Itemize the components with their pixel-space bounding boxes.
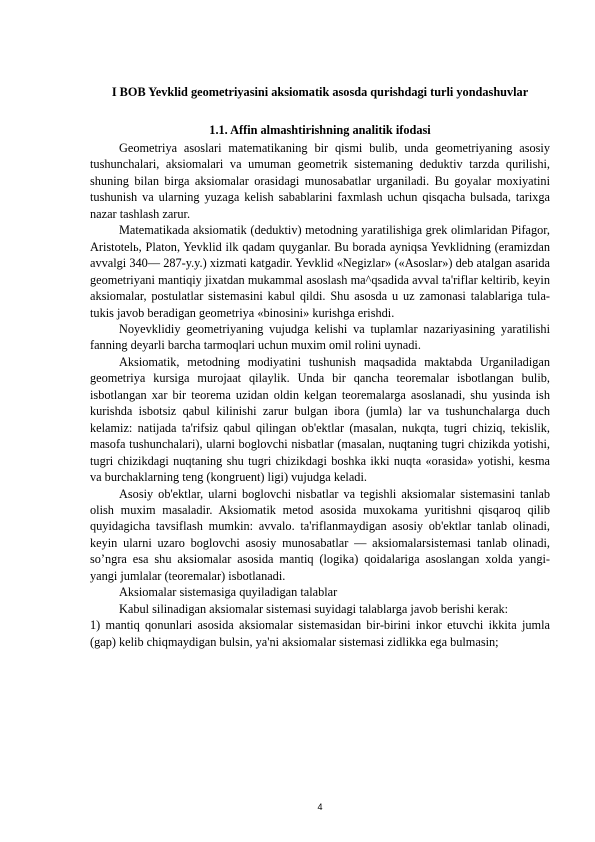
paragraph: Geometriya asoslari matematikaning bir qismi bulib, unda geometriyaning asosiy tushunchalari, aksiomalari va umuman geometrik sistemaning deduktiv tarzda qurilishi, shuning bilan birga aksiomalar orasidagi munosabatlar urganiladi. Bu goyalar moxiyatini tushunish va ularning yuzaga kelish sabablarini faxmlash uchun qisqacha bulsada, tarixga nazar tashlash zarur. [90,141,550,221]
paragraph: Kabul silinadigan aksiomalar sistemasi suyidagi talablarga javob berishi kerak: [119,601,509,616]
section-title: 1.1. Affin almashtirishning analitik ifodasi [209,123,431,137]
list-item: 1) mantiq qonunlari asosida aksiomalar sistemasidan bir-birini inkor etuvchi ikkita jumla (gap) kelib chiqmaydigan bulsin, ya'ni aksiomalar sistemasi zidlikka ega bulmasin; [90,618,550,649]
paragraph: Noyevklidiy geometriyaning vujudga kelishi va tuplamlar nazariyasining yaratilishi fanning deyarli barcha tarmoqlari uchun muxim omil rolini uynadi. [90,321,550,353]
chapter-title: I BOB Yevklid geometriyasini aksiomatik asosda qurishdagi turli yondashuvlar [111,85,529,99]
paragraph: Aksiomatik, metodning modiyatini tushunish maqsadida maktabda Urganiladigan geometriya kursiga murojaat qilaylik. Unda bir qancha teoremalar isbotlangan bulib, isbotlangan xar bir teorema uzidan oldin kelgan teoremalarga asoslanadi, shu yusinda ish kurishda isbotsiz qabul kilinishi zarur bulgan ibora (jumla) lar va tushunchalarga duch kelamiz: natijada ta'rifsiz qabul qilingan ob'ektlar (masalan, nukqta, tugri chiziq, tekislik, masofa tushunchalari), ularni boglovchi nisbatlar (masalan, nuqtaning tugri chizikda yotishi, tugri chizikdagi nuqtaning shu tugri chizikdagi boshka ikki nuqta «orasida» yotishi, kesma va burchaklarning teng (kongruent) ligi) vujudga keladi. [90,354,550,485]
body-text [90,140,550,650]
paragraph: Aksiomalar sistemasiga quyiladigan talablar [119,585,338,600]
page-number: 4 [317,802,323,812]
paragraph: Matematikada aksiomatik (deduktiv) metodning yaratilishiga grek olimlaridan Pifagor, Aristotelь, Platon, Yevklid ilk qadam quyganlar. Bu borada ayniqsa Yevklidning (eramizdan avvalgi 340— 287-y.y.) xizmati katgadir. Yevklid «Negizlar» («Asoslar») deb atalgan asarida geometriyani mantiqiy jixatdan mukammal asoslash ma^qsadida avval ta'riflar keltirib, keyin aksiomalar, postulatlar sistemasini kabul qildi. Shu asosda u uz zamonasi talablariga tula-tukis javob beradigan geometriya «binosini» kurishga erishdi. [90,223,550,320]
paragraph: Asosiy ob'ektlar, ularni boglovchi nisbatlar va tegishli aksiomalar sistemasini tanlab olish muxim masaladir. Aksiomatik metod asosida muxokama yuritishni qisqaroq qilib quyidagicha tavsiflash mumkin: avvalo. ta'riflanmaydigan asosiy ob'ektlar tanlab olinadi, keyin ularni uzaro boglovchi asosiy munosabatlar — aksiomalarsistemasi tanlab olinadi, so’ngra esa shu aksiomalar asosida mantiq (logika) qoidalariga asoslangan xolda yangi- yangi jumlalar (teoremalar) isbotlanadi. [90,486,550,583]
